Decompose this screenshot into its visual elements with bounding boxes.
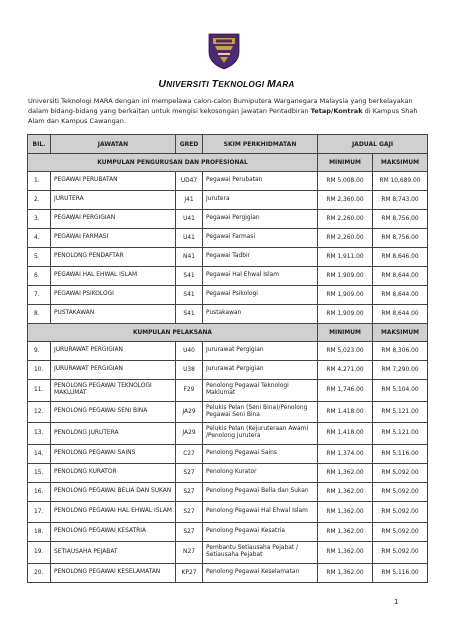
cell-gaji-minimum: RM 5,023.00 [318,342,373,361]
cell-jawatan: PEGAWAI PERGIGIAN [51,210,176,229]
cell-skim: Pegawai Psikologi [203,286,318,305]
cell-bil: 11. [28,380,51,402]
table-row [28,248,428,267]
cell-gred: U40 [176,342,203,361]
vacancy-table [27,134,428,583]
cell-skim: Pelukis Pelan (Seni Bina)/Penolong Pegawai Seni Bina [203,401,318,423]
cell-gaji-minimum: RM 1,909.00 [318,267,373,286]
cell-gred: UD47 [176,172,203,191]
cell-bil: 19. [28,542,51,564]
cell-bil: 16. [28,482,51,501]
cell-bil: 7. [28,286,51,305]
cell-gaji-minimum: RM 1,362.00 [318,501,373,523]
cell-bil: 4. [28,229,51,248]
cell-bil: 13. [28,423,51,445]
cell-gaji-maksimum: RM 8,743.00 [373,191,428,210]
cell-jawatan: PENOLONG KURATOR [51,463,176,482]
cell-gaji-minimum: RM 1,362.00 [318,542,373,564]
cell-gred: S27 [176,523,203,542]
table-row [28,286,428,305]
group-min-label: MINIMUM [318,324,373,342]
cell-jawatan: PENOLONG PEGAWAI TEKNOLOGI MAKLUMAT [51,380,176,402]
cell-gred: C27 [176,444,203,463]
cell-gred: S41 [176,305,203,324]
cell-bil: 3. [28,210,51,229]
table-row [28,380,428,402]
cell-gred: N41 [176,248,203,267]
cell-gaji-minimum: RM 1,362.00 [318,463,373,482]
cell-skim: Penolong Pegawai Kesatria [203,523,318,542]
table-row [28,482,428,501]
cell-gaji-minimum: RM 5,008.00 [318,172,373,191]
table-header-row [28,135,428,154]
cell-gaji-maksimum: RM 5,092.00 [373,463,428,482]
cell-gred: JA29 [176,423,203,445]
cell-jawatan: PENOLONG PEGAWAI SENI BINA [51,401,176,423]
table-row [28,523,428,542]
cell-gaji-maksimum: RM 8,756.00 [373,210,428,229]
cell-bil: 17. [28,501,51,523]
cell-skim: Pembantu Setiausaha Pejabat / Setiausaha Pejabat [203,542,318,564]
table-row [28,191,428,210]
group-min-label: MINIMUM [318,154,373,172]
cell-gaji-minimum: RM 1,909.00 [318,305,373,324]
cell-skim: Penolong Pegawai Belia dan Sukan [203,482,318,501]
cell-bil: 20. [28,563,51,582]
cell-skim: Jurutera [203,191,318,210]
cell-jawatan: PENOLONG PENDAFTAR [51,248,176,267]
cell-gred: U41 [176,210,203,229]
cell-jawatan: PENOLONG PEGAWAI HAL EHWAL ISLAM [51,501,176,523]
cell-gaji-minimum: RM 2,260.00 [318,229,373,248]
table-row [28,305,428,324]
cell-bil: 14. [28,444,51,463]
cell-skim: Pegawai Pergigian [203,210,318,229]
table-row [28,210,428,229]
cell-jawatan: PEGAWAI PSIKOLOGI [51,286,176,305]
cell-gaji-minimum: RM 4,271.00 [318,361,373,380]
cell-gaji-maksimum: RM 5,116.00 [373,444,428,463]
cell-skim: Penolong Pegawai Teknologi Maklumat [203,380,318,402]
header-skim: SKIM PERKHIDMATAN [203,135,318,154]
cell-jawatan: JURURAWAT PERGIGIAN [51,342,176,361]
cell-gred: S41 [176,267,203,286]
cell-jawatan: PENOLONG PEGAWAI KESATRIA [51,523,176,542]
cell-gaji-maksimum: RM 8,644.00 [373,286,428,305]
cell-skim: Penolong Pegawai Hal Ehwal Islam [203,501,318,523]
cell-gaji-maksimum: RM 5,121.00 [373,401,428,423]
table-row [28,501,428,523]
table-row [28,423,428,445]
table-row [28,563,428,582]
cell-gred: N27 [176,542,203,564]
cell-bil: 6. [28,267,51,286]
table-row [28,463,428,482]
cell-gred: F29 [176,380,203,402]
table-row [28,361,428,380]
cell-gaji-maksimum: RM 10,689.00 [373,172,428,191]
cell-gaji-maksimum: RM 8,644.00 [373,305,428,324]
cell-gred: J41 [176,191,203,210]
table-row [28,444,428,463]
cell-gaji-minimum: RM 1,909.00 [318,286,373,305]
cell-bil: 2. [28,191,51,210]
table-row [28,172,428,191]
cell-gred: S27 [176,482,203,501]
cell-gaji-minimum: RM 2,360.00 [318,191,373,210]
cell-gaji-maksimum: RM 5,104.00 [373,380,428,402]
cell-gaji-maksimum: RM 5,121.00 [373,423,428,445]
cell-jawatan: PEGAWAI PERUBATAN [51,172,176,191]
cell-skim: Penolong Pegawai Sains [203,444,318,463]
table-row [28,342,428,361]
cell-gaji-maksimum: RM 8,306.00 [373,342,428,361]
cell-gred: S27 [176,463,203,482]
cell-gred: U38 [176,361,203,380]
header-jadual-gaji: JADUAL GAJI [318,135,428,154]
group-name: KUMPULAN PELAKSANA [28,324,318,342]
cell-bil: 10. [28,361,51,380]
cell-gaji-minimum: RM 1,362.00 [318,563,373,582]
cell-gred: JA29 [176,401,203,423]
cell-jawatan: PENOLONG PEGAWAI SAINS [51,444,176,463]
cell-bil: 8. [28,305,51,324]
cell-gaji-maksimum: RM 5,092.00 [373,501,428,523]
cell-skim: Jururawat Pergigian [203,342,318,361]
cell-gaji-minimum: RM 1,911.00 [318,248,373,267]
cell-jawatan: JURUTERA [51,191,176,210]
cell-gred: KP27 [176,563,203,582]
cell-gaji-minimum: RM 1,362.00 [318,482,373,501]
cell-jawatan: SETIAUSAHA PEJABAT [51,542,176,564]
cell-bil: 12. [28,401,51,423]
cell-jawatan: PENOLONG PEGAWAI BELIA DAN SUKAN [51,482,176,501]
cell-skim: Pegawai Farmasi [203,229,318,248]
table-row [28,229,428,248]
cell-skim: Pelukis Pelan (Kejuruteraan Awam) /Penolong Jurutera [203,423,318,445]
cell-jawatan: PENOLONG JURUTERA [51,423,176,445]
cell-bil: 18. [28,523,51,542]
table-row [28,267,428,286]
cell-skim: Jururawat Pergigian [203,361,318,380]
header-bil: BIL. [28,135,51,154]
table-row [28,401,428,423]
table-body [28,154,428,583]
cell-gred: U41 [176,229,203,248]
cell-skim: Pegawai Tadbir [203,248,318,267]
cell-gaji-minimum: RM 2,260.00 [318,210,373,229]
cell-bil: 15. [28,463,51,482]
cell-bil: 5. [28,248,51,267]
cell-gaji-maksimum: RM 7,290.00 [373,361,428,380]
cell-jawatan: PEGAWAI HAL EHWAL ISLAM [51,267,176,286]
header-gred: GRED [176,135,203,154]
cell-bil: 9. [28,342,51,361]
cell-gred: S27 [176,501,203,523]
intro-paragraph: Universiti Teknologi MARA dengan ini mempelawa calon-calon Bumiputera Warganegara Malaysia yang berkelayakan dalam bidang-bidang yang berkaitan untuk mengisi kekosongan jawatan Pentadbiran Tetap/Kontrak di Kampus Shah Alam dan Kampus Cawangan. [28,97,418,126]
cell-jawatan: JURURAWAT PERGIGIAN [51,361,176,380]
cell-gred: S41 [176,286,203,305]
table-row [28,542,428,564]
cell-jawatan: PUSTAKAWAN [51,305,176,324]
cell-skim: Penolong Pegawai Keselamatan [203,563,318,582]
group-header-row [28,324,428,342]
cell-gaji-minimum: RM 1,362.00 [318,523,373,542]
group-name: KUMPULAN PENGURUSAN DAN PROFESIONAL [28,154,318,172]
cell-gaji-maksimum: RM 5,092.00 [373,482,428,501]
cell-jawatan: PENOLONG PEGAWAI KESELAMATAN [51,563,176,582]
cell-gaji-minimum: RM 1,418.00 [318,401,373,423]
cell-skim: Pegawai Perubatan [203,172,318,191]
group-max-label: MAKSIMUM [373,154,428,172]
uitm-crest-logo [206,32,242,70]
cell-gaji-maksimum: RM 5,092.00 [373,542,428,564]
university-title: UNIVERSITI TEKNOLOGI MARA [158,78,295,90]
cell-jawatan: PEGAWAI FARMASI [51,229,176,248]
group-header-row [28,154,428,172]
cell-gaji-maksimum: RM 8,644.00 [373,267,428,286]
group-max-label: MAKSIMUM [373,324,428,342]
cell-gaji-maksimum: RM 8,756.00 [373,229,428,248]
header-jawatan: JAWATAN [51,135,176,154]
cell-gaji-minimum: RM 1,374.00 [318,444,373,463]
cell-skim: Penolong Kurator [203,463,318,482]
cell-gaji-minimum: RM 1,418.00 [318,423,373,445]
cell-skim: Pustakawan [203,305,318,324]
cell-gaji-maksimum: RM 8,646.00 [373,248,428,267]
cell-gaji-maksimum: RM 5,092.00 [373,523,428,542]
cell-skim: Pegawai Hal Ehwal Islam [203,267,318,286]
page-number: 1 [394,598,399,606]
cell-bil: 1. [28,172,51,191]
cell-gaji-minimum: RM 1,746.00 [318,380,373,402]
cell-gaji-maksimum: RM 5,116.00 [373,563,428,582]
